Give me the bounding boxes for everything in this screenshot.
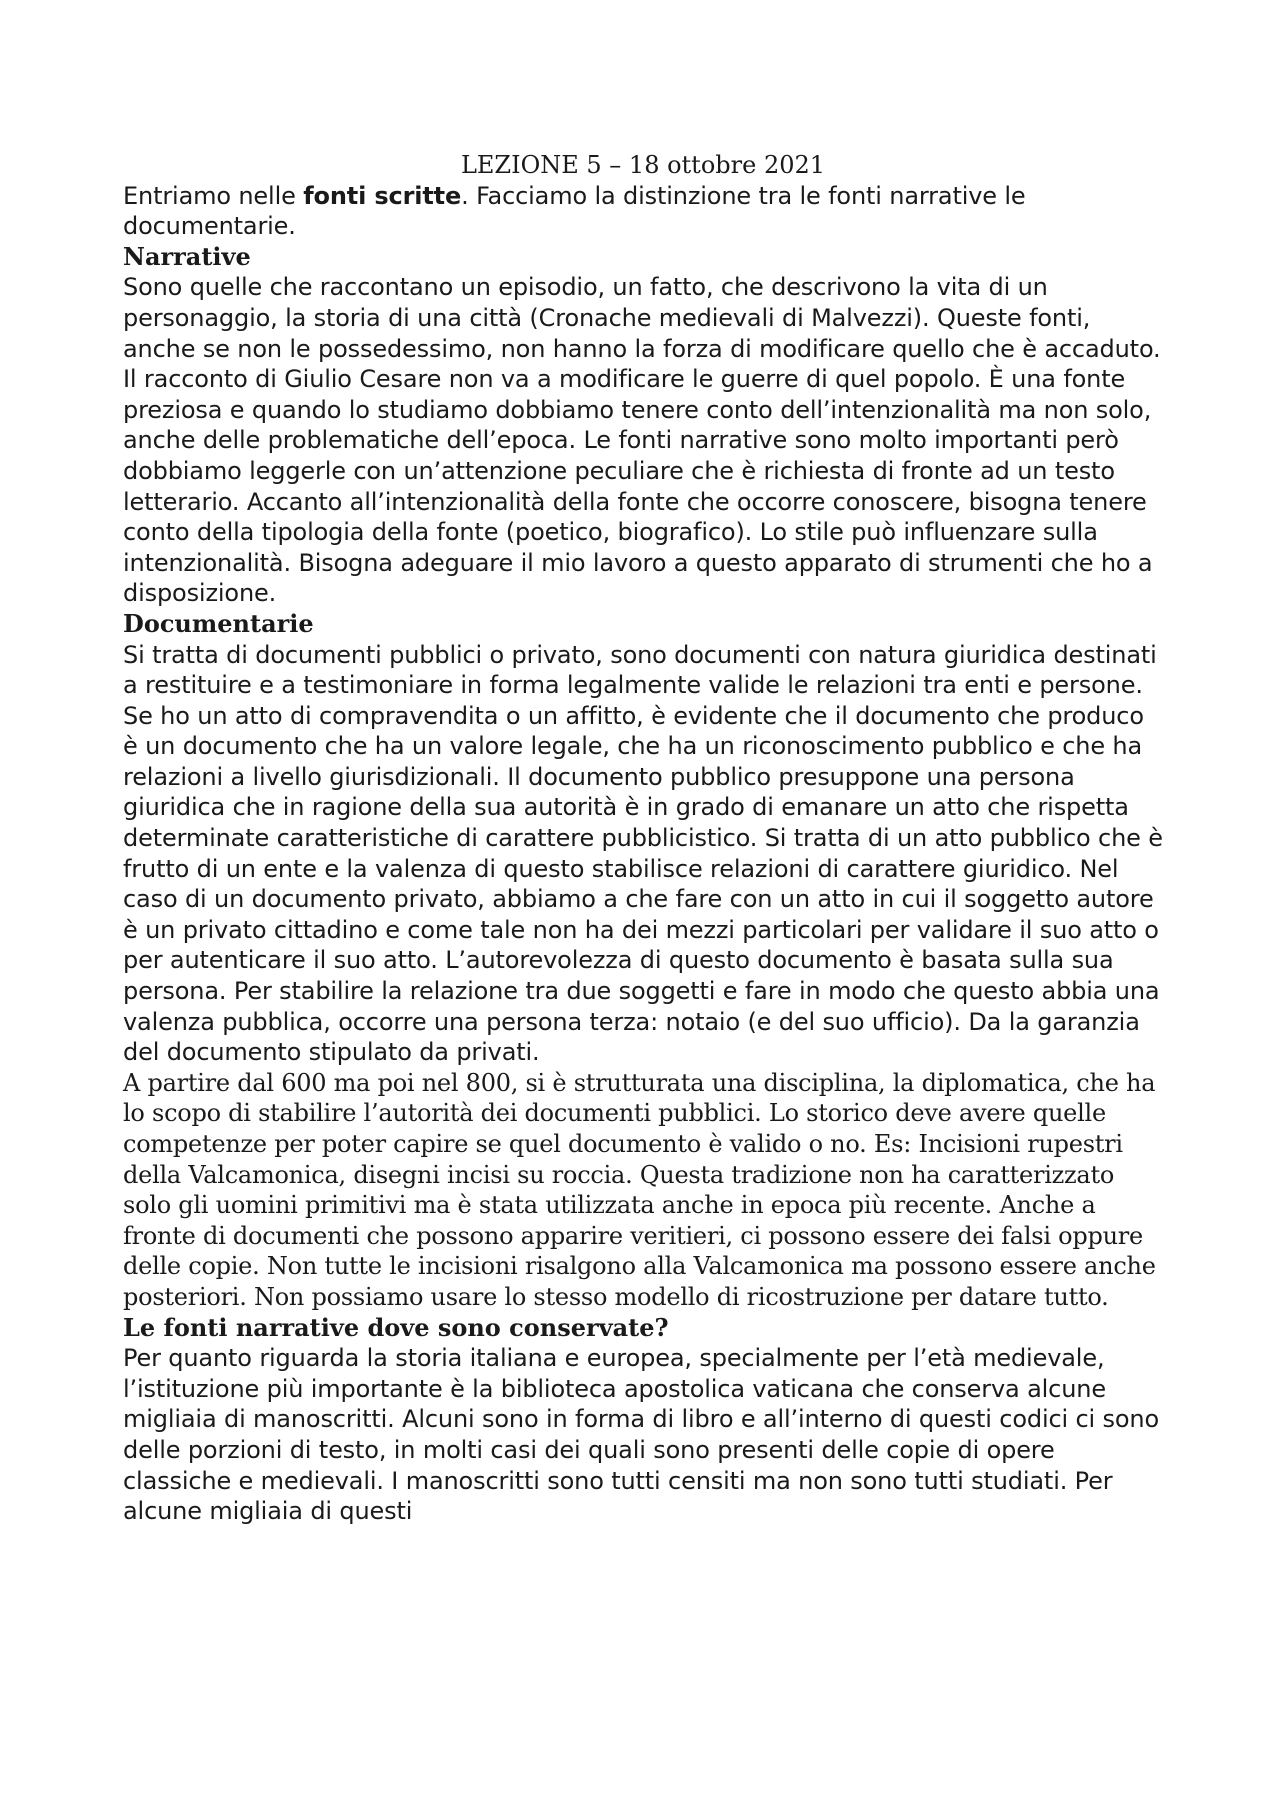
documentarie-paragraph-1: Si tratta di documenti pubblici o privato, sono documenti con natura giuridica destinati a restituire e a testimoniare in forma legalmente valide le relazioni tra enti e persone. Se ho un atto di compravendita o un affitto, è evidente che il documento che produco è un documento che ha un valore legale, che ha un riconoscimento pubblico e che ha relazioni a livello giurisdizionali. Il documento pubblico presuppone una persona giuridica che in ragione della sua autorità è in grado di emanare un atto che rispetta determinate caratteristiche di carattere pubblicistico. Si tratta di un atto pubblico che è frutto di un ente e la valenza di questo stabilisce relazioni di carattere giuridico. Nel caso di un documento privato, abbiamo a che fare con un atto in cui il soggetto autore è un privato cittadino e come tale non ha dei mezzi particolari per validare il suo atto o per autenticare il suo atto. L’autorevolezza di questo documento è basata sulla sua persona. Per stabilire la relazione tra due soggetti e fare in modo che questo abbia una valenza pubblica, occorre una persona terza: notaio (e del suo ufficio). Da la garanzia del documento stipulato da privati. <box>123 640 1163 1067</box>
document-page <box>123 150 1163 1527</box>
documentarie-paragraph-2: A partire dal 600 ma poi nel 800, si è strutturata una disciplina, la diplomatica, che ha lo scopo di stabilire l’autorità dei documenti pubblici. Lo storico deve avere quelle competenze per poter capire se quel documento è valido o no. Es: Incisioni rupestri della Valcamonica, disegni incisi su roccia. Questa tradizione non ha caratterizzato solo gli uomini primitivi ma è stata utilizzata anche in epoca più recente. Anche a fronte di documenti che possono apparire veritieri, ci possono essere dei falsi oppure delle copie. Non tutte le incisioni risalgono alla Valcamonica ma possono essere anche posteriori. Non possiamo usare lo stesso modello di ricostruzione per datare tutto. <box>123 1068 1156 1311</box>
conservation-paragraph: Per quanto riguarda la storia italiana e europea, specialmente per l’età medievale, l’istituzione più importante è la biblioteca apostolica vaticana che conserva alcune migliaia di manoscritti. Alcuni sono in forma di libro e all’interno di questi codici ci sono delle porzioni di testo, in molti casi dei quali sono presenti delle copie di opere classiche e medievali. I manoscritti sono tutti censiti ma non sono tutti studiati. Per alcune migliaia di questi <box>123 1344 1160 1526</box>
intro-text-before: Entriamo nelle <box>123 181 304 210</box>
narrative-paragraph: Sono quelle che raccontano un episodio, un fatto, che descrivono la vita di un personaggio, la storia di una città (Cronache medievali di Malvezzi). Queste fonti, anche se non le possedessimo, non hanno la forza di modificare quello che è accaduto. Il racconto di Giulio Cesare non va a modificare le guerre di quel popolo. È una fonte preziosa e quando lo studiamo dobbiamo tenere conto dell’intenzionalità ma non solo, anche delle problematiche dell’epoca. Le fonti narrative sono molto importanti però dobbiamo leggerle con un’attenzione peculiare che è richiesta di fronte ad un testo letterario. Accanto all’intenzionalità della fonte che occorre conoscere, bisogna tenere conto della tipologia della fonte (poetico, biografico). Lo stile può influenzare sulla intenzionalità. Bisogna adeguare il mio lavoro a questo apparato di strumenti che ho a disposizione. <box>123 273 1161 608</box>
document-title: LEZIONE 5 – 18 ottobre 2021 <box>460 151 826 179</box>
section-heading-conservation: Le fonti narrative dove sono conservate? <box>123 1312 669 1342</box>
intro-text-after: . Facciamo la distinzione tra le fonti narrative le documentarie. <box>123 181 1026 241</box>
intro-bold-term: fonti scritte <box>303 181 462 210</box>
section-heading-narrative: Narrative <box>123 241 251 271</box>
intro-paragraph <box>123 181 1163 242</box>
section-heading-documentarie: Documentarie <box>123 608 314 638</box>
